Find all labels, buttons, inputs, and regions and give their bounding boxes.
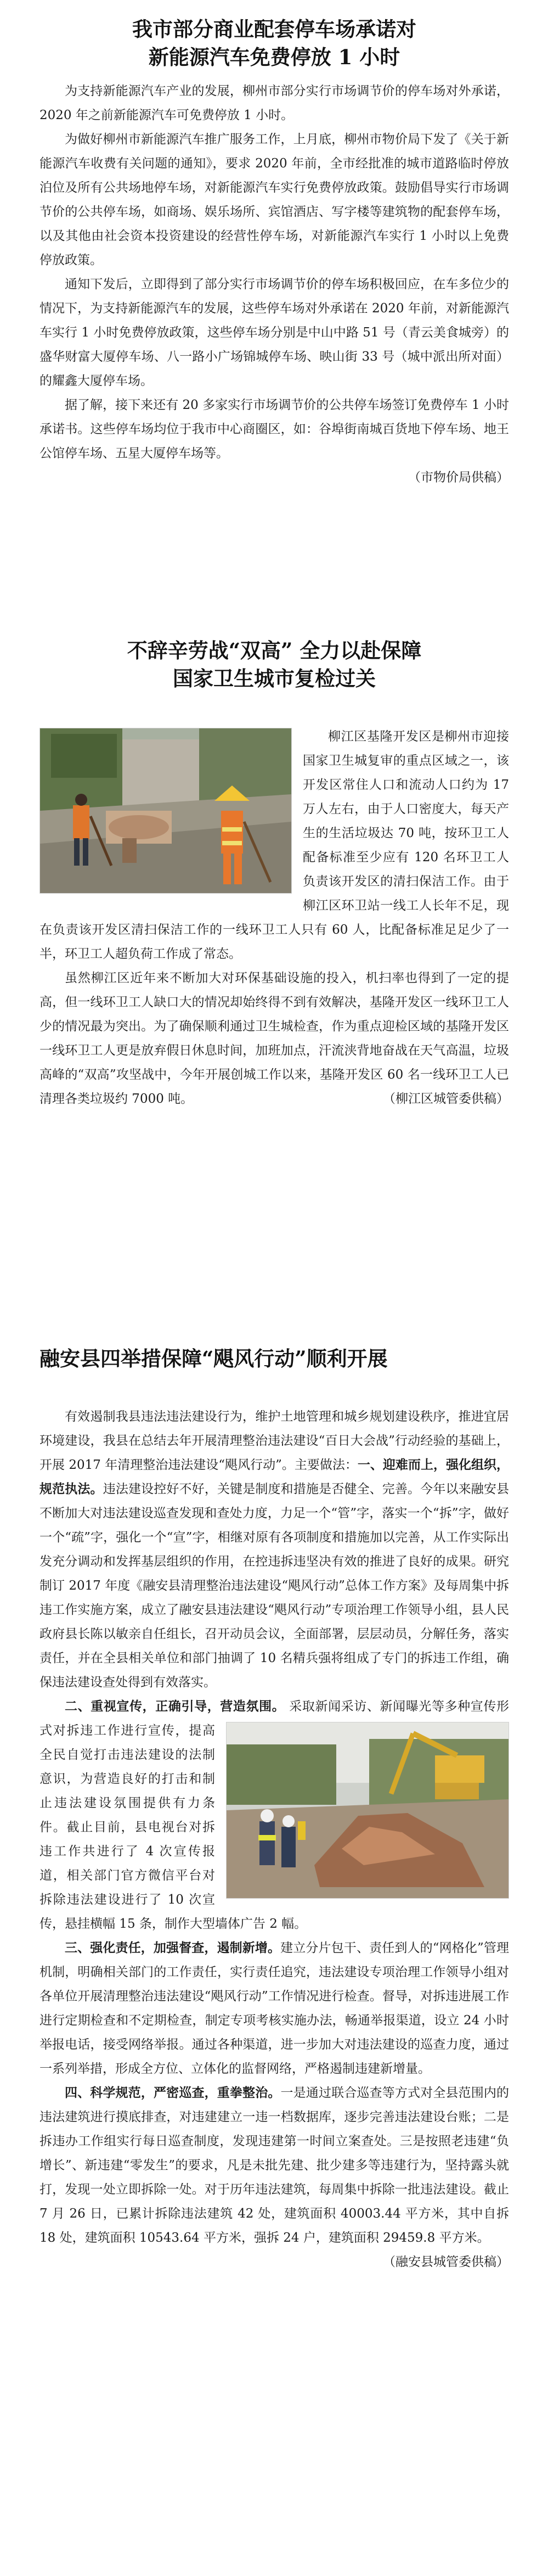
article-sanitation-title (39, 637, 509, 693)
article-hurricane-credit: （融安县城管委供稿） (383, 2255, 509, 2270)
article-sanitation-paragraph: 柳江区基隆开发区是柳州市迎接国家卫生城复审的重点区域之一，该开发区常住人口和流动人口约为 17 万人左右，由于人口密度大，每天产生的生活垃圾达 70 吨，按环卫工人配备标准至少应有 120 名环卫工人负责该开发区的清扫保洁工作。由于柳江区环卫站一线工人长年不足，现在负责该开发区清扫保洁工作的一线环卫工人只有 60 人，比配备标准足足少了一半，环卫工人超负荷工作成了常态。 (39, 729, 509, 962)
measure-heading-4: 四、科学规范，严密巡查，重拳整治。 (65, 2085, 281, 2101)
article-parking-title (39, 15, 509, 71)
measure-text-1: 违法建设控好不好，关键是制度和措施是否健全、完善。今年以来融安县不断加大对违法建设巡查发现和查处力度，力足一个“管”字，落实一个“拆”字，做好一个“疏”字，强化一个“宣”字，相继对原有各项制度和措施加以完善，从工作实际出发充分调动和发挥基层组织的作用，在控违拆违坚决有效的推进了良好的成果。研究制订 2017 年度《融安县清理整治违法建设“飓风行动”总体工作方案》及每周集中拆违工作实施方案，成立了融安县违法建设“飓风行动”专项治理工作领导小组，县人民政府县长陈以敏亲自任组长，召开动员会议，全面部署，层层动员，分解任务，落实责任，并在全县相关单位和部门抽调了 10 名精兵强将组成了专门的拆违工作组，确保违法建设查处得到有效落实。 (39, 1482, 510, 1690)
article-sanitation-credit: （柳江区城管委供稿） (383, 1092, 509, 1107)
article-hurricane-action (39, 1345, 509, 2274)
demolition-photo (226, 1722, 509, 1899)
measure-text-2: 采取新闻采访、新闻曝光等多种宣传形式对拆违工作进行宣传，提高全民自觉打击违法建设的法制意识，为营造良好的打击和制止违法建设氛围提供有力条件。截止目前，县电视台对拆违工作共进行了 4 次宣传报道，相关部门官方微信平台对拆除违法建设进行了 10 次宣传，悬挂横幅 15 条，制作大型墙体广告 2 幅。 (39, 1699, 510, 1932)
measure-text-3: 建立分片包干、责任到人的“网格化”管理机制，明确相关部门的工作责任，实行责任追究，违法建设专项治理工作领导小组对各单位开展清理整治违法建设“飓风行动”工作情况进行检查。督导，对拆违进展工作进行定期检查和不定期检查，制定专项考核实施办法，畅通举报渠道，设立 24 小时举报电话，接受网络举报。通过各种渠道，进一步加大对违法建设的巡查力度，通过一系列举措，形成全方位、立体化的监督网络，严格遏制违建新增量。 (39, 1941, 509, 2076)
measure-heading-3: 三、强化责任，加强督查，遏制新增。 (65, 1940, 281, 1956)
article-sanitation-title-line2: 国家卫生城市复检过关 (173, 666, 376, 691)
article-parking-paragraph: 据了解，接下来还有 20 多家实行市场调节价的公共停车场签订免费停车 1 小时承诺书。这些停车场均位于我市中心商圈区，如：谷埠街南城百货地下停车场、地王公馆停车场、五星大厦停车场等。 (39, 398, 509, 461)
article-sanitation-paragraph (39, 966, 509, 1111)
article-hurricane-paragraph (39, 1694, 509, 1936)
article-sanitation-title-line1: 不辞辛劳战“双高” 全力以赴保障 (127, 638, 422, 663)
article-hurricane-paragraph (39, 2081, 509, 2250)
demolition-illustration (227, 1722, 509, 1898)
article-parking-title-line1: 我市部分商业配套停车场承诺对 (132, 17, 416, 41)
article-hurricane-body (39, 1405, 509, 2274)
article-hurricane-paragraph (39, 1405, 509, 1694)
article-parking-credit: （市物价局供稿） (408, 470, 509, 485)
measure-heading-1: 一、迎难而上，强化组织，规范执法。 (39, 1457, 510, 1497)
article-parking-body (39, 79, 509, 490)
measure-heading-2: 二、重视宣传，正确引导，营造氛围。 (65, 1699, 285, 1714)
street-cleaning-photo (39, 728, 292, 894)
paragraph-intro-text: 有效遏制我县违法违法建设行为，维护土地管理和城乡规划建设秩序，推进宜居环境建设，我县在总结去年开展清理整治违法建设“百日大会战”行动经验的基础上，开展 2017 年清理整治违法建设“飓风行动”。主要做法： (39, 1410, 509, 1473)
article-hurricane-paragraph (39, 1936, 509, 2081)
article-parking-paragraph: 为支持新能源汽车产业的发展，柳州市部分实行市场调节价的停车场对外承诺，2020 年之前新能源汽车可免费停放 1 小时。 (39, 84, 509, 123)
article-sanitation (39, 637, 509, 1111)
article-parking-paragraph: 为做好柳州市新能源汽车推广服务工作，上月底，柳州市物价局下发了《关于新能源汽车收费有关问题的通知》，要求 2020 年前，全市经批准的城市道路临时停放泊位及所有公共场地停车场，对新能源汽车实行免费停放政策。鼓励倡导实行市场调节价的公共停车场，如商场、娱乐场所、宾馆酒店、写字楼等建筑物的配套停车场，以及其他由社会资本投资建设的经营性停车场，对新能源汽车实行 1 小时以上免费停放政策。 (39, 132, 509, 268)
article-sanitation-body (39, 725, 509, 1111)
street-cleaning-illustration (40, 728, 291, 893)
article-sanitation-paragraph-text: 虽然柳江区近年来不断加大对环保基础设施的投入，机扫率也得到了一定的提高，但一线环卫工人缺口大的情况却始终得不到有效解决，基隆开发区一线环卫工人少的情况最为突出。为了确保顺利通过卫生城检查，作为重点迎检区域的基隆开发区一线环卫工人更是放弃假日休息时间，加班加点，汗流浃背地奋战在天气高温，垃圾高峰的“双高”攻坚战中，今年开展创城工作以来，基隆开发区 60 名一线环卫工人已清理各类垃圾约 7000 吨。 (39, 971, 509, 1107)
article-parking (39, 15, 509, 490)
article-parking-paragraph: 通知下发后，立即得到了部分实行市场调节价的停车场积极回应，在车多位少的情况下，为支持新能源汽车的发展，这些停车场对外承诺在 2020 年前，对新能源汽车实行 1 小时免费停放政策，这些停车场分别是中山中路 51 号（青云美食城旁）的盛华财富大厦停车场、八一路小广场锦城停车场、映山街 33 号（城中派出所对面）的耀鑫大厦停车场。 (39, 277, 509, 389)
measure-text-4: 一是通过联合巡查等方式对全县范围内的违法建筑进行摸底排查，对违建建立一违一档数据库，逐步完善违法建设台账；二是拆违办工作组实行每日巡查制度，发现违建第一时间立案查处。三是按照老违建“负增长”、新违建“零发生”的要求，凡是未批先建、批少建多等违建行为，坚持露头就打，发现一处立即拆除一处。对于历年违法建筑，每周集中拆除一批违法建设。截止 7 月 26 日，已累计拆除违法建筑 42 处，建筑面积 40003.44 平方米，其中自拆 18 处，建筑面积 10543.64 平方米，强拆 24 户，建筑面积 29459.8 平方米。 (39, 2086, 510, 2246)
article-parking-title-line2: 新能源汽车免费停放 1 小时 (148, 45, 400, 70)
article-hurricane-title: 融安县四举措保障“飓风行动”顺利开展 (39, 1346, 388, 1371)
